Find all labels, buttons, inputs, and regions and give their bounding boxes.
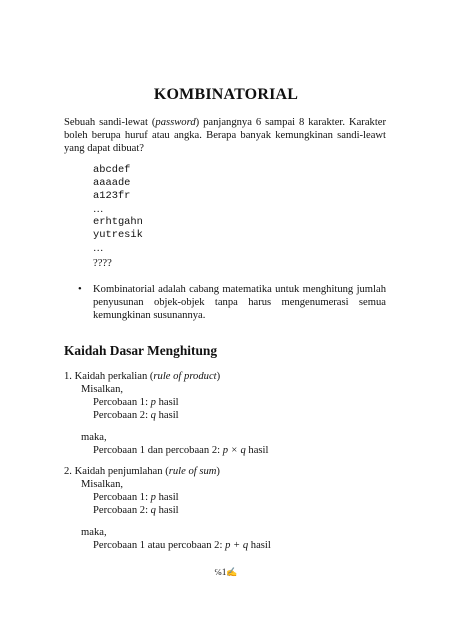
rule1-p2-post: hasil [155,410,179,421]
rule2-result [93,539,271,552]
rule1-p1-pre: Percobaan 1: [93,397,151,408]
rule1-p2-var: q [150,410,156,421]
rule2-heading-post: ) [216,466,220,477]
example-item: abcdef [93,164,131,176]
rule1-misalkan: Misalkan, [81,384,124,395]
rule2-heading [64,465,220,478]
rule2-percobaan1 [93,491,179,504]
bullet-icon: • [78,284,82,295]
rule2-percobaan2 [93,504,179,517]
rule2-result-pre: Percobaan 1 atau percobaan 2: [93,540,226,551]
section-heading: Kaidah Dasar Menghitung [64,343,218,358]
rule1-percobaan2 [93,409,179,422]
rule1-p1-var: p [150,397,156,408]
rule1-maka: maka, [81,432,107,443]
rule1-p1-post: hasil [155,397,179,408]
rule1-heading [64,370,220,383]
intro-text-pre: Sebuah sandi-lewat ( [64,117,156,128]
example-item: a123fr [93,190,131,202]
page-number: ℅1✍ [214,567,238,577]
rule2-maka: maka, [81,527,107,538]
rule2-p2-post: hasil [155,505,179,516]
intro-text-post: ) panjangnya 6 sampai 8 karakter. Karakter boleh berupa huruf atau angka. Berapa banyak kemungkinan sandi-leawt yang dapat dibuat? [64,117,386,154]
intro-paragraph [64,116,386,155]
rule1-result-post: hasil [245,445,269,456]
rule1-percobaan1 [93,396,179,409]
rule2-result-expr: p + q [225,540,249,551]
rule2-p2-var: q [150,505,156,516]
rule2-p2-pre: Percobaan 2: [93,505,151,516]
definition-bullet [64,283,386,322]
question-marks: ???? [93,258,112,269]
example-item: aaaade [93,177,131,189]
page-title: KOMBINATORIAL [153,86,299,103]
rule1-result-expr: p × q [222,445,246,456]
rule2-misalkan: Misalkan, [81,479,124,490]
rule1-result-pre: Percobaan 1 dan percobaan 2: [93,445,223,456]
bullet-text: Kombinatorial adalah cabang matematika untuk menghitung jumlah penyusunan objek-objek tanpa harus mengenumerasi semua kemungkinan susunannya. [93,284,386,321]
rule2-p1-var: p [150,492,156,503]
example-item: … [93,243,104,254]
example-item: erhtgahn [93,216,143,228]
rule2-p1-post: hasil [155,492,179,503]
intro-text-italic: password [155,117,196,128]
rule1-result [93,444,268,457]
example-item: yutresik [93,229,143,241]
rule2-p1-pre: Percobaan 1: [93,492,151,503]
example-item: … [93,204,104,215]
rule1-heading-post: ) [216,371,221,382]
rule2-result-post: hasil [248,540,271,551]
rule2-heading-italic: rule of sum [168,466,217,477]
rule1-heading-italic: rule of product [153,371,217,382]
rule1-heading-pre: 1. Kaidah perkalian ( [64,371,154,382]
example-passwords [93,164,143,255]
rule1-p2-pre: Percobaan 2: [93,410,151,421]
rule2-heading-pre: 2. Kaidah penjumlahan ( [64,466,169,477]
